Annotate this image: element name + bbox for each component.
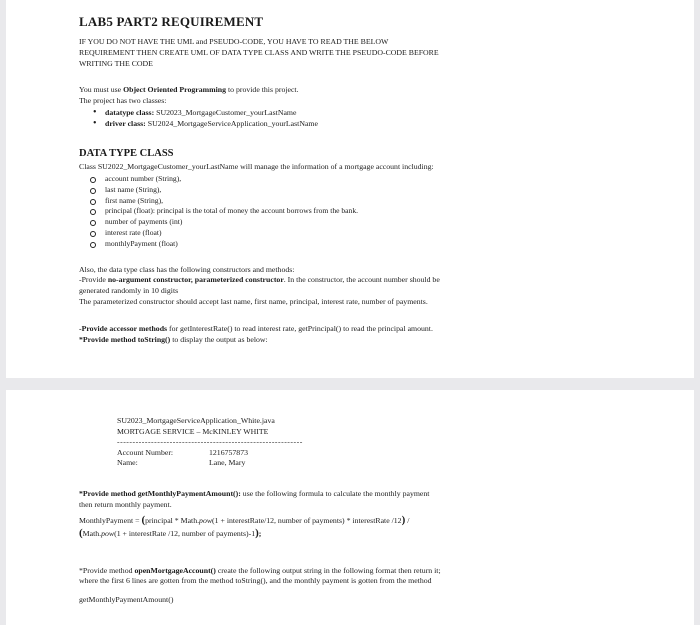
oop-bold: Object Oriented Programming [123,85,226,95]
list-item [105,119,694,130]
formula-line-2: (Math.pow(1 + interestRate /12, number of payments)-1); [79,526,262,539]
class-item-label: datatype class: [105,107,155,117]
getmonthly-line: getMonthlyPaymentAmount() [79,595,174,605]
list-item: number of payments (int) [105,217,694,228]
monthly-post: use the following formula to calculate the monthly payment [240,488,430,498]
sample-account-row [117,448,694,459]
document-page-2 [6,390,694,625]
accessor-post: for getInterestRate() to read interest rate, getPrincipal() to read the principal amount. [167,323,433,333]
provide-pre: -Provide [79,275,108,285]
formula-f: (1 + interestRate /12, number of payments)-1 [114,528,256,538]
list-item: last name (String), [105,185,694,196]
class-item-text: SU2024_MortgageServiceApplication_yourLastName [145,118,318,128]
sample-line-2: MORTGAGE SERVICE – McKINLEY WHITE [117,426,269,436]
constructor-requirement [79,275,639,286]
monthly-requirement [79,489,639,500]
open-post: create the following output string in the following format then return it; [215,565,441,575]
list-item: monthlyPayment (float) [105,239,694,250]
formula-c: (1 + interestRate/12, number of payments) * interestRate /12 [212,515,402,525]
field-list [79,174,694,250]
section-title: DATA TYPE CLASS [79,148,174,160]
intro-line-2: REQUIREMENT THEN CREATE UML OF DATA TYPE CLASS AND WRITE THE PSEUDO-CODE BEFORE [79,47,439,57]
page-title: LAB5 PART2 REQUIREMENT [79,14,264,29]
formula-pow: pow [199,515,213,525]
tostring-post: to display the output as below: [170,334,268,344]
intro-line-3: WRITING THE CODE [79,58,153,68]
tostring-bold: *Provide method toString() [79,334,171,344]
name-value: Lane, Mary [209,458,246,468]
account-label: Account Number: [117,447,174,457]
list-item: principal (float): principal is the total of money the account borrows from the bank. [105,206,694,217]
provide-post: . In the constructor, the account number should be [283,275,440,285]
formula-line-1: MonthlyPayment = (principal * Math.pow(1 + interestRate/12, number of payments) * interestRate /12) / [79,513,410,526]
formula-pow: pow [101,528,115,538]
generated-line: generated randomly in 10 digits [79,286,179,296]
open-requirement [79,566,639,577]
sample-divider: ------------------------------------------------------------ [117,437,303,447]
class-list [79,108,694,129]
tostring-requirement [79,335,599,346]
formula-e: Math. [82,528,102,538]
monthly-bold: *Provide method getMonthlyPaymentAmount(): [79,488,241,498]
list-item: account number (String), [105,174,694,185]
where-line: where the first 6 lines are gotten from the method toString(), and the monthly payment is gotten from the method [79,576,432,586]
list-item: first name (String), [105,196,694,207]
account-value: 1216757873 [209,447,248,457]
sample-name-row [117,458,694,469]
oop-requirement [79,85,599,96]
document-page-1 [6,0,694,378]
sample-output [117,416,694,469]
param-line: The parameterized constructor should accept last name, first name, principal, interest rate, number of payments. [79,296,428,306]
class-item-text: SU2023_MortgageCustomer_yourLastName [154,107,297,117]
two-classes-line: The project has two classes: [79,96,167,106]
oop-pre: You must use [79,85,124,95]
oop-post: to provide this project. [226,85,299,95]
open-pre: *Provide method [79,565,135,575]
then-return-line: then return monthly payment. [79,499,172,509]
formula-b: principal * Math. [145,515,200,525]
open-bold: openMortgageAccount() [134,565,216,575]
formula-end: ; [258,528,262,538]
provide-bold: no-argument constructor, parameterized constructor [107,275,284,285]
also-line: Also, the data type class has the following constructors and methods: [79,264,295,274]
class-item-label: driver class: [105,118,146,128]
list-item: interest rate (float) [105,228,694,239]
accessor-requirement [79,324,639,335]
sample-line-1: SU2023_MortgageServiceApplication_White.java [117,416,275,425]
formula-a: MonthlyPayment = [79,515,142,525]
intro-line-1: IF YOU DO NOT HAVE THE UML and PSEUDO-CODE, YOU HAVE TO READ THE BELOW [79,37,389,46]
list-item [105,108,694,119]
class-description: Class SU2022_MortgageCustomer_yourLastName will manage the information of a mortgage account including: [79,162,434,172]
accessor-bold: -Provide accessor methods [79,323,168,333]
name-label: Name: [117,458,138,468]
formula-d: / [405,515,410,525]
